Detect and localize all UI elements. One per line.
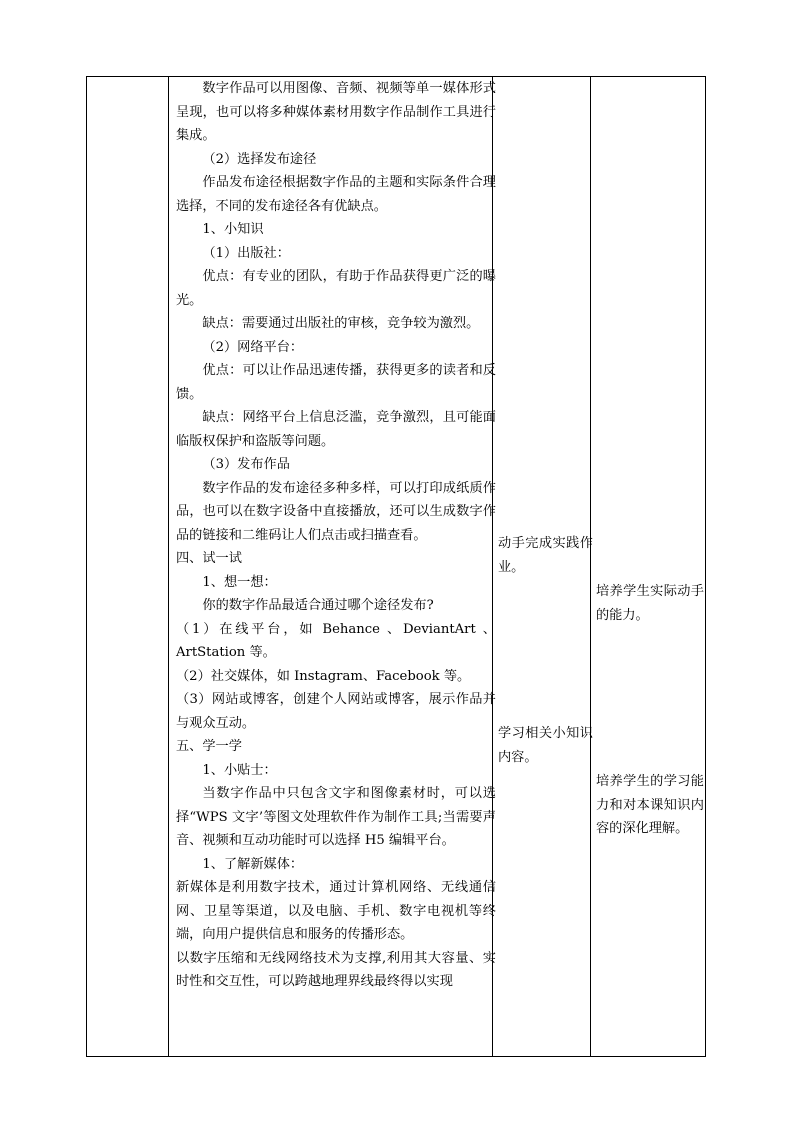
teaching-content-cell — [173, 77, 499, 994]
paragraph: 优点：可以让作品迅速传播，获得更多的读者和反馈。 — [176, 363, 496, 402]
student-activity-text: 动手完成实践作业。 — [498, 536, 593, 575]
design-intent-text: 培养学生实际动手的能力。 — [596, 584, 704, 623]
paragraph: 缺点：网络平台上信息泛滥，竞争激烈，且可能面临版权保护和盗版等问题。 — [176, 410, 496, 449]
design-intent-text: 培养学生的学习能力和对本课知识内容的深化理解。 — [596, 774, 704, 836]
paragraph: 1、小知识 — [202, 222, 264, 237]
paragraph: 以数字压缩和无线网络技术为支撑,利用其大容量、实时性和交互性，可以跨越地理界线最终得以实现 — [176, 950, 496, 989]
design-intent-cell — [592, 580, 708, 627]
paragraph: （2）社交媒体，如 Instagram、Facebook 等。 — [176, 668, 471, 684]
paragraph: 缺点：需要通过出版社的审核，竞争较为激烈。 — [202, 316, 480, 331]
paragraph: （2）网络平台： — [202, 339, 304, 355]
paragraph: 当数字作品中只包含文字和图像素材时，可以选择“WPS 文字’等图文处理软件作为制作工具;当需要声音、视频和互动功能时可以选择 H5 编辑平台。 — [176, 786, 496, 848]
paragraph: 作品发布途径根据数字作品的主题和实际条件合理选择，不同的发布途径各有优缺点。 — [176, 175, 496, 214]
student-activity-text: 学习相关小知识内容。 — [498, 726, 593, 765]
paragraph: （3）网站或博客，创建个人网站或博客，展示作品并与观众互动。 — [176, 692, 496, 731]
paragraph: （1）出版社： — [202, 245, 290, 261]
paragraph: 1、了解新媒体： — [202, 856, 304, 872]
paragraph: 新媒体是利用数字技术，通过计算机网络、无线通信网、卫星等渠道，以及电脑、手机、数字电视机等终端，向用户提供信息和服务的传播形态。 — [176, 880, 496, 942]
paragraph: （1）在线平台，如 Behance 、DeviantArt 、ArtStation 等。 — [176, 621, 496, 660]
paragraph: 数字作品的发布途径多种多样，可以打印成纸质作品，也可以在数字设备中直接播放，还可以生成数字作品的链接和二维码让人们点击或扫描查看。 — [176, 480, 496, 543]
paragraph: 数字作品可以用图像、音频、视频等单一媒体形式呈现，也可以将多种媒体素材用数字作品制作工具进行集成。 — [176, 81, 496, 143]
section-heading: 五、学一学 — [176, 739, 242, 754]
student-activity-cell — [495, 722, 596, 769]
paragraph: 你的数字作品最适合通过哪个途径发布? — [202, 598, 434, 613]
paragraph: （2）选择发布途径 — [202, 151, 317, 167]
paragraph: 优点：有专业的团队，有助于作品获得更广泛的曝光。 — [176, 269, 496, 308]
paragraph: （3）发布作品 — [202, 457, 290, 472]
student-activity-cell — [495, 532, 596, 579]
paragraph: 1、想一想： — [202, 574, 277, 590]
design-intent-cell — [592, 770, 708, 841]
lesson-table — [86, 76, 706, 1057]
section-heading: 四、试一试 — [176, 551, 242, 566]
table-divider — [168, 77, 169, 1056]
paragraph: 1、小贴士： — [202, 762, 277, 778]
